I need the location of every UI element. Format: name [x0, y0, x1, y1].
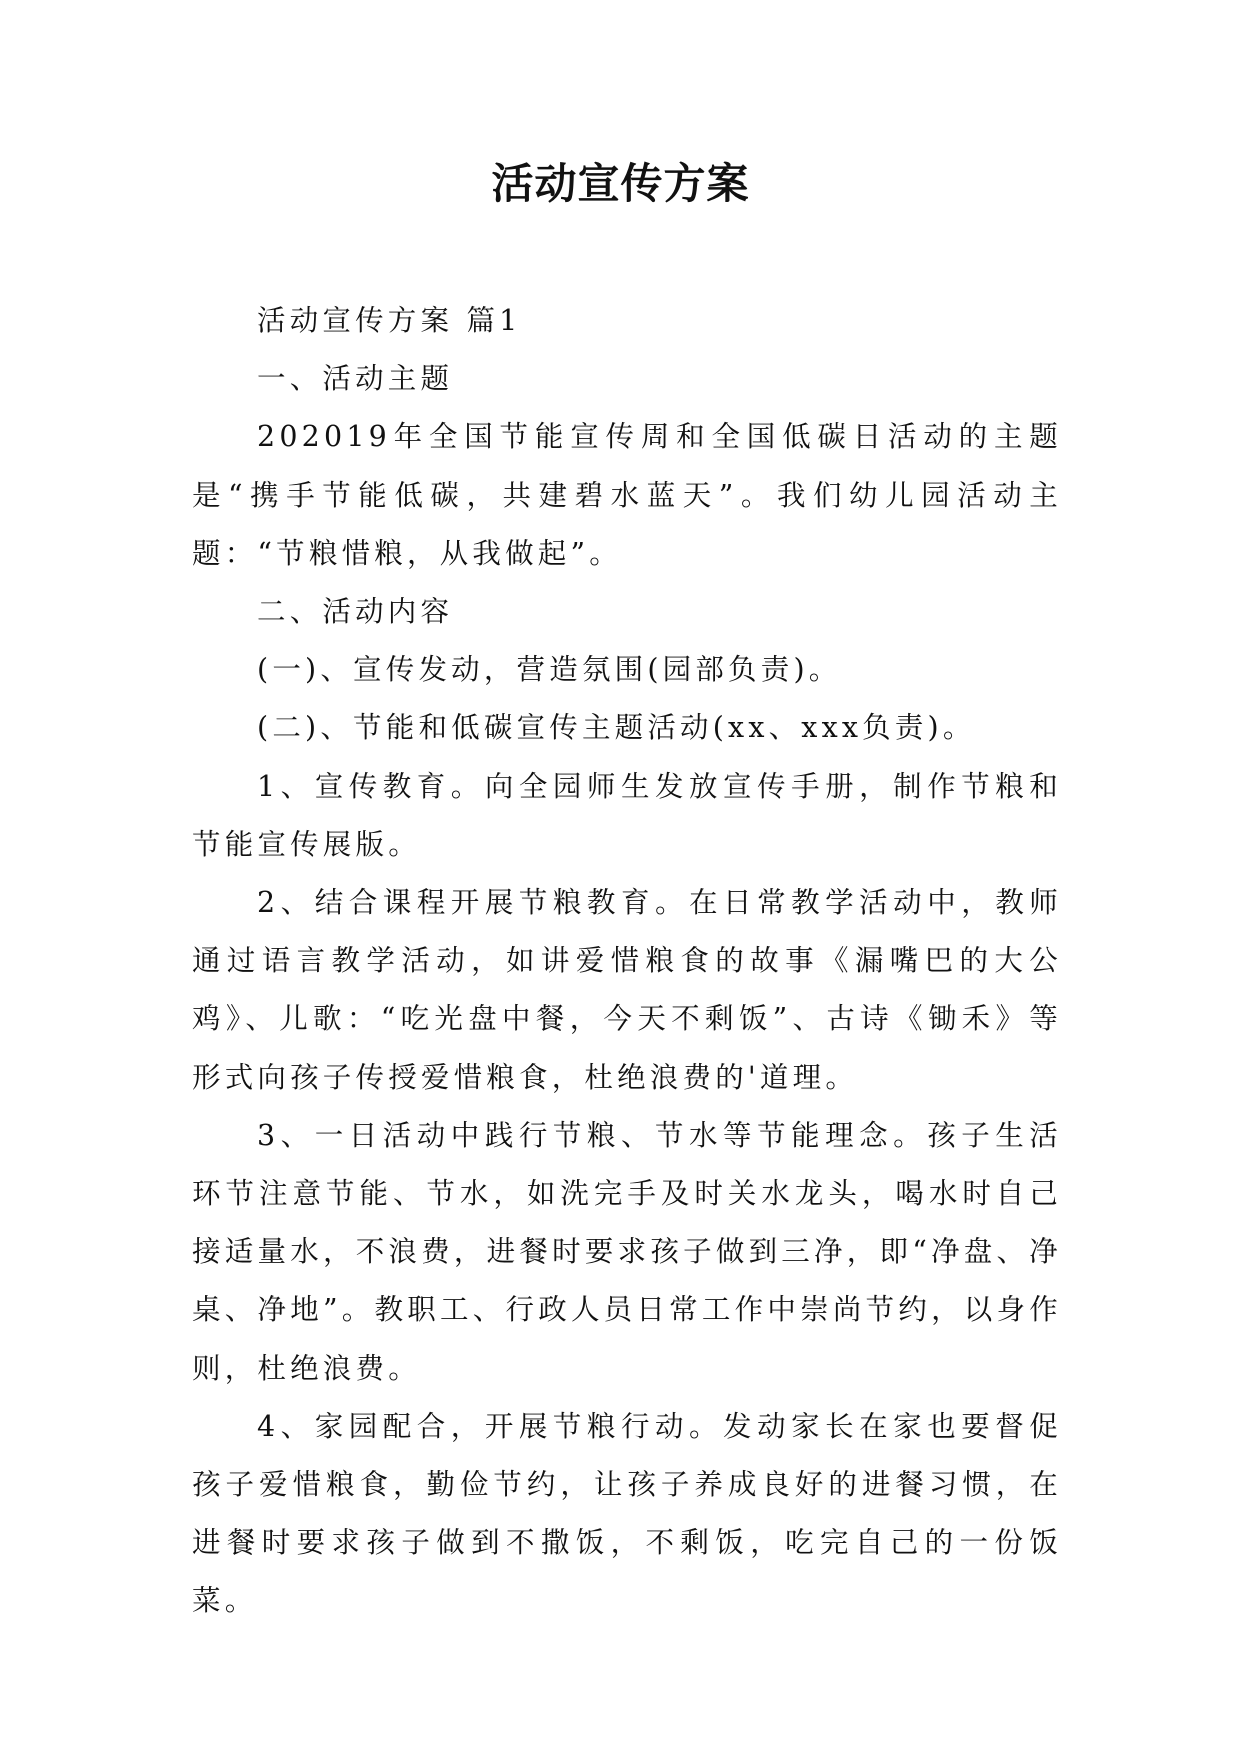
subsection-heading: 二、活动内容 [257, 595, 454, 629]
body-paragraph: 4、家园配合，开展节粮行动。发动家长在家也要督促孩子爱惜粮食，勤俭节约，让孩子养成良好的进餐习惯，在进餐时要求孩子做到不撒饭，不剩饭，吃完自己的一份饭菜。 [192, 1409, 1062, 1618]
section-heading: 活动宣传方案 篇1 [257, 304, 522, 337]
subsection-heading: 一、活动主题 [257, 362, 454, 396]
body-paragraph: 3、一日活动中践行节粮、节水等节能理念。孩子生活环节注意节能、节水，如洗完手及时关水龙头，喝水时自己接适量水，不浪费，进餐时要求孩子做到三净，即“净盘、净桌、净地”。教职工、行政人员日常工作中崇尚节约，以身作则，杜绝浪费。 [192, 1118, 1062, 1385]
document-body [192, 292, 1062, 1631]
body-paragraph: 1、宣传教育。向全园师生发放宣传手册，制作节粮和节能宣传展版。 [192, 769, 1062, 861]
body-paragraph: (一)、宣传发动，营造氛围(园部负责)。 [257, 653, 842, 687]
body-paragraph: 2、结合课程开展节粮教育。在日常教学活动中，教师通过语言教学活动，如讲爱惜粮食的故事《漏嘴巴的大公鸡》、儿歌：“吃光盘中餐，今天不剩饭”、古诗《锄禾》等形式向孩子传授爱惜粮食，杜绝浪费的'道理。 [192, 886, 1062, 1094]
document-title: 活动宣传方案 [491, 159, 750, 208]
body-paragraph: 202019年全国节能宣传周和全国低碳日活动的主题是“携手节能低碳，共建碧水蓝天”。我们幼儿园活动主题：“节粮惜粮，从我做起”。 [192, 420, 1062, 570]
body-paragraph: (二)、节能和低碳宣传主题活动(xx、xxx负责)。 [257, 711, 976, 745]
